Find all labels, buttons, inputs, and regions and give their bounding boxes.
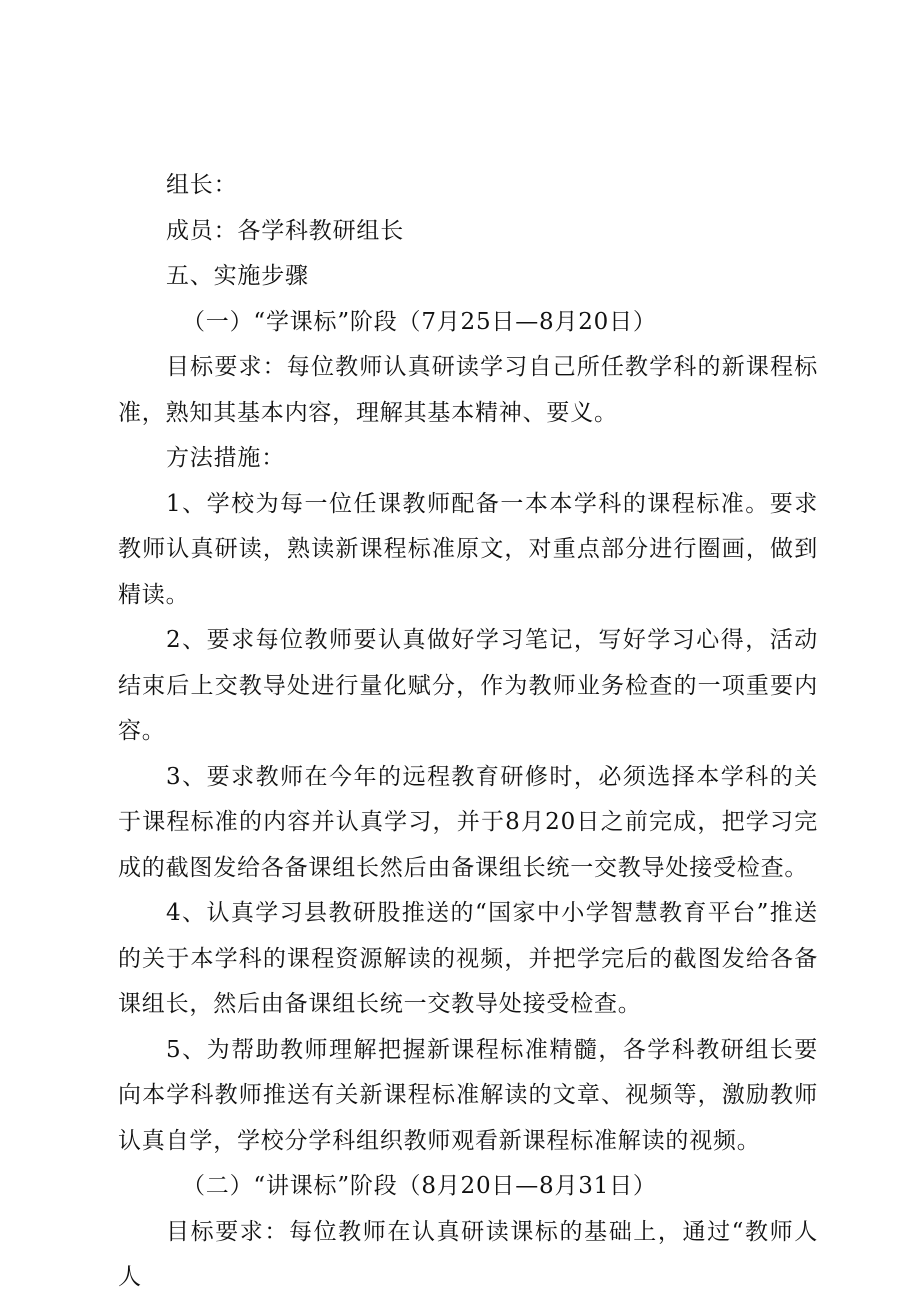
- paragraph-method-1: 1、学校为每一位任课教师配备一本本学科的课程标准。要求教师认真研读，熟读新课程标准原文，对重点部分进行圈画，做到精读。: [118, 490, 818, 608]
- paragraph-method-4: 4、认真学习县教研股推送的“国家中小学智慧教育平台”推送的关于本学科的课程资源解读的视频，并把学完后的截图发给各备课组长，然后由备课组长统一交教导处接受检查。: [118, 900, 818, 1017]
- paragraph-method-5: 5、为帮助教师理解把握新课程标准精髓，各学科教研组长要向本学科教师推送有关新课程标准解读的文章、视频等，激励教师认真自学，学校分学科组织教师观看新课程标准解读的视频。: [118, 1036, 818, 1154]
- paragraph-method-2: 2、要求每位教师要认真做好学习笔记，写好学习心得，活动结束后上交教导处进行量化赋分，作为教师业务检查的一项重要内容。: [118, 627, 818, 744]
- subsection-heading-learn-standards: （一）“学课标”阶段（7月25日—8月20日）: [182, 308, 657, 335]
- paragraph-method-3: 3、要求教师在今年的远程教育研修时，必须选择本学科的关于课程标准的内容并认真学习，并于8月20日之前完成，把学习完成的截图发给各备课组长然后由备课组长统一交教导处接受检查。: [118, 763, 818, 881]
- members-line: 成员：各学科教研组长: [166, 217, 404, 244]
- group-leader-line: 组长：: [166, 172, 238, 198]
- paragraph-goal-2: 目标要求：每位教师在认真研读课标的基础上，通过“教师人人: [118, 1218, 818, 1290]
- subsection-heading-teach-standards: （二）“讲课标”阶段（8月20日—8月31日）: [182, 1173, 657, 1199]
- paragraph-methods-heading: 方法措施：: [166, 445, 285, 471]
- document-body: [118, 163, 818, 1301]
- paragraph-goal-1: 目标要求：每位教师认真研读学习自己所任教学科的新课程标准，熟知其基本内容，理解其基本精神、要义。: [118, 354, 818, 426]
- section-heading-implementation: 五、实施步骤: [166, 263, 309, 289]
